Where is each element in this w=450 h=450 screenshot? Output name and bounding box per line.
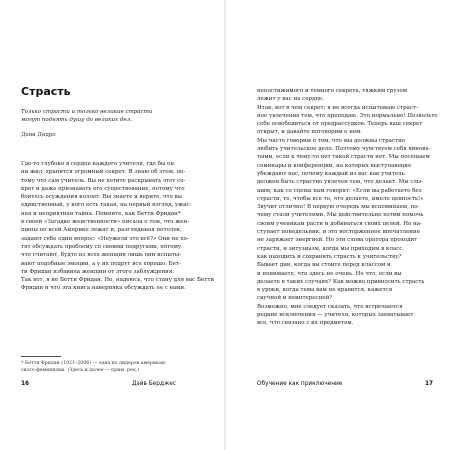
text-line: Где-то глубоко в сердце каждого учителя, где бы он: [21, 161, 174, 167]
text-line: открыт, и давайте поговорим о нем.: [257, 129, 363, 136]
text-line: в своей «Загадке женственности» писала о том, что жен-: [21, 219, 190, 226]
text-line: Бывает дни, когда вы стоите перед классом и: [257, 262, 391, 269]
text-line: задают себе один вопрос: «Неужели это всё?» Они не хо-: [21, 235, 189, 242]
text-line: лежит у вас на сердце.: [257, 96, 324, 103]
text-line: ни жил, хранится огромный секрет. Я знаю об этом, по-: [21, 169, 186, 176]
text-line: ная и неприятная тайна. Помните, как Бетти Фридан*: [21, 210, 181, 217]
text-line: Звучит отлично! В первую очередь мы вспоминаем, по-: [257, 204, 420, 211]
left-body-text: [21, 160, 213, 293]
text-line: не заряжает энергией. Но эти слова оратора проходит: [257, 237, 418, 244]
footnote: [21, 360, 211, 374]
footnote-rule: [21, 356, 61, 357]
text-line: страсти, и энтузиазм, когда мы приходим в класс,: [257, 245, 405, 252]
text-line: любить учительское дело. Поэтому чувствуем себя винова-: [257, 146, 431, 153]
text-line: чему стали учителями. Мы действительно хотим помочь: [257, 212, 424, 219]
text-line: непостижимого и темного секрета, тяжким грузом: [257, 88, 408, 94]
epigraph-line: Только страсти и только великие страсти: [21, 109, 153, 115]
text-line: шим, как со сцены нам говорят: «Если вы работаете без: [257, 187, 422, 194]
epigraph: [21, 108, 211, 124]
text-line: тят обсуждать проблему со своими подругами, потому: [21, 243, 182, 250]
text-line: в уроки, когда тема вам не нравится, кажется: [257, 287, 393, 294]
text-line: боитесь осуждения коллег. Вы знаете и верите, что вы: [21, 194, 183, 201]
text-line: Мы часто говорим о том, что мы должны страстно: [257, 137, 406, 144]
text-line: Так вот, я не Бетти Фридан. Но, надеюсь, что стану для вас Бетти: [21, 277, 215, 284]
text-line: и понимаете, что здесь не очень. Но что, если вы: [257, 270, 402, 277]
text-line: скучной и неинтересной?: [257, 295, 333, 302]
text-line: ступает понедельник, и это восторженное впечатление: [257, 229, 420, 236]
text-line: крет и даже признавать его существование, потому что: [21, 185, 185, 192]
text-line: вают подобные эмоции, а у их подруг все хорошо. Бет-: [21, 260, 181, 267]
text-line: Фридан и что эта книга наверняка обсуждать ее с вами.: [21, 285, 186, 292]
page-number-left: 16: [21, 381, 30, 387]
text-line: тому что сам учитель. Вы не хотите раскрывать этот се-: [21, 177, 186, 184]
text-line: страсти, то, чтобы все то, что делаете, имело ценность!»: [257, 195, 424, 202]
footnote-line: ского феминизма. (Здесь и далее — прим. ред.): [21, 368, 140, 373]
epigraph-line: могут поднять душу до великих дел.: [21, 117, 132, 124]
text-line: все, что связано с их предметом.: [257, 320, 354, 327]
text-line: своим ученикам расти и добиваться своих целей. Но на-: [257, 220, 422, 227]
text-line: Возможно, мне следует сказать, что встречаются: [257, 303, 403, 310]
text-line: ное увлечение тем, что преподаю. Это нормально! Позвольте: [257, 112, 438, 119]
page-number-right: 17: [425, 381, 434, 387]
epigraph-author: Дени Дидро: [21, 132, 56, 138]
text-line: ти Фридан избавила женщин от этого заблуждения.: [21, 268, 175, 275]
text-line: как находить и сохранять страсть к учительству?: [257, 253, 402, 260]
text-line: должен быть страстно увлечен тем, что делает. Мы слы-: [257, 179, 424, 186]
text-line: единственный, у кого есть такая, на первый взгляд, ужас-: [21, 202, 192, 209]
text-line: делаете в таких случаях? Как можно привносить страсть: [257, 278, 425, 285]
chapter-title: Страсть: [21, 85, 71, 98]
text-line: убеждают нас, почему каждый из вас как учитель: [257, 170, 405, 177]
text-line: себе освободиться от предрассудков. Теперь ваш секрет: [257, 121, 423, 128]
text-line: семинары и конференции, на которых выступающие: [257, 162, 412, 169]
running-head-title: Обучение как приключение: [257, 381, 343, 387]
right-body-text: [257, 87, 437, 328]
text-line: что считают, будто из всех женщин лишь они испыты-: [21, 252, 182, 259]
text-line: Итак, вот в чем секрет: я не всегда испытываю страст-: [257, 104, 418, 111]
text-line: щины по всей Америке лежат и, разглядывая потолок,: [21, 227, 182, 234]
text-line: тыми, если к чему-то нет такой страсти нет. Мы посещаем: [257, 154, 430, 161]
text-line: редкие исключения — учителя, которых захватывает: [257, 312, 414, 319]
running-head-author: Дэйв Берджес: [132, 381, 176, 387]
right-page: [225, 0, 450, 450]
footnote-line: * Бетти Фридан (1921–2006) — одна из лидеров американ-: [21, 361, 167, 366]
